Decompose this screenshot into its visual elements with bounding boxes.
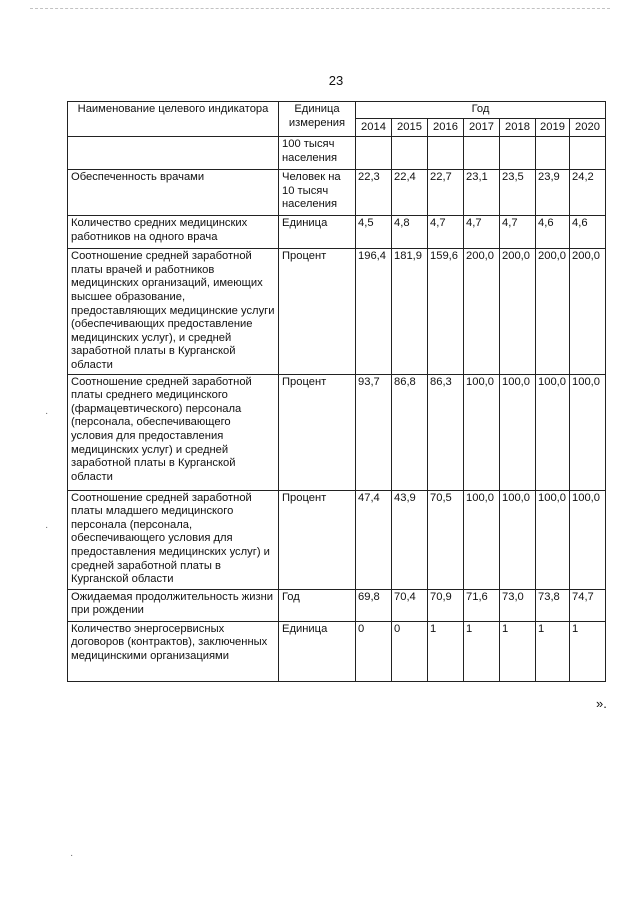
- value-cell: 69,8: [356, 589, 392, 621]
- header-year: 2019: [536, 118, 570, 137]
- indicator-unit: Процент: [279, 490, 356, 589]
- indicator-unit: Процент: [279, 249, 356, 374]
- value-cell: 159,6: [428, 249, 464, 374]
- indicator-name: Количество энергосервисных договоров (контрактов), заключенных медицинскими организациями: [68, 621, 279, 681]
- value-cell: 200,0: [464, 249, 500, 374]
- header-year: 2016: [428, 118, 464, 137]
- value-cell: 23,1: [464, 170, 500, 216]
- indicator-name: Обеспеченность врачами: [68, 170, 279, 216]
- value-cell: 196,4: [356, 249, 392, 374]
- header-year: 2020: [570, 118, 606, 137]
- indicator-name: Количество средних медицинских работников на одного врача: [68, 216, 279, 249]
- value-cell: 24,2: [570, 170, 606, 216]
- value-cell: 4,7: [500, 216, 536, 249]
- indicator-unit: Человек на 10 тысяч населения: [279, 170, 356, 216]
- value-cell: 4,8: [392, 216, 428, 249]
- value-cell: 23,5: [500, 170, 536, 216]
- value-cell: 200,0: [536, 249, 570, 374]
- value-cell: 86,8: [392, 374, 428, 490]
- value-cell: 43,9: [392, 490, 428, 589]
- indicator-unit: Процент: [279, 374, 356, 490]
- value-cell: [536, 137, 570, 170]
- table-row: [68, 249, 606, 374]
- value-cell: 23,9: [536, 170, 570, 216]
- value-cell: [356, 137, 392, 170]
- table-row: [68, 621, 606, 681]
- value-cell: 70,4: [392, 589, 428, 621]
- table-row: [68, 216, 606, 249]
- value-cell: 70,5: [428, 490, 464, 589]
- value-cell: 4,6: [536, 216, 570, 249]
- value-cell: 22,4: [392, 170, 428, 216]
- scan-speck: ·: [70, 850, 74, 861]
- header-unit: Единица измерения: [279, 102, 356, 137]
- value-cell: [464, 137, 500, 170]
- header-indicator-name: Наименование целевого индикатора: [68, 102, 279, 137]
- value-cell: 0: [392, 621, 428, 681]
- scan-speck: ·: [45, 522, 49, 533]
- value-cell: 100,0: [500, 374, 536, 490]
- value-cell: 74,7: [570, 589, 606, 621]
- value-cell: 100,0: [570, 374, 606, 490]
- value-cell: 4,6: [570, 216, 606, 249]
- value-cell: 70,9: [428, 589, 464, 621]
- table-row: [68, 374, 606, 490]
- header-year-group: Год: [356, 102, 606, 119]
- value-cell: 1: [500, 621, 536, 681]
- indicator-unit: Единица: [279, 216, 356, 249]
- indicators-table: [67, 101, 606, 682]
- indicator-unit: 100 тысяч населения: [279, 137, 356, 170]
- value-cell: 100,0: [536, 374, 570, 490]
- indicator-name: Соотношение средней заработной платы среднего медицинского (фармацевтического) персонала (персонала, обеспечивающего условия для предоставления медицинских услуг) и средней заработной платы в Курганской области: [68, 374, 279, 490]
- value-cell: 93,7: [356, 374, 392, 490]
- header-year: 2015: [392, 118, 428, 137]
- value-cell: 73,0: [500, 589, 536, 621]
- table-row: [68, 170, 606, 216]
- indicator-name: Соотношение средней заработной платы младшего медицинского персонала (персонала, обеспечивающего условия для предоставления медицинских услуг) и средней заработной платы в Курганской области: [68, 490, 279, 589]
- table-row: [68, 589, 606, 621]
- indicator-unit: Год: [279, 589, 356, 621]
- value-cell: 73,8: [536, 589, 570, 621]
- value-cell: 1: [428, 621, 464, 681]
- value-cell: 200,0: [570, 249, 606, 374]
- page-number: 23: [328, 73, 344, 88]
- header-year: 2018: [500, 118, 536, 137]
- indicator-name: [68, 137, 279, 170]
- value-cell: 1: [570, 621, 606, 681]
- table-row: [68, 137, 606, 170]
- value-cell: 22,7: [428, 170, 464, 216]
- header-year: 2017: [464, 118, 500, 137]
- value-cell: 100,0: [464, 490, 500, 589]
- value-cell: [570, 137, 606, 170]
- indicator-unit: Единица: [279, 621, 356, 681]
- value-cell: 1: [536, 621, 570, 681]
- value-cell: [428, 137, 464, 170]
- value-cell: 47,4: [356, 490, 392, 589]
- value-cell: 100,0: [570, 490, 606, 589]
- value-cell: 4,5: [356, 216, 392, 249]
- value-cell: 22,3: [356, 170, 392, 216]
- value-cell: 100,0: [500, 490, 536, 589]
- value-cell: 4,7: [428, 216, 464, 249]
- value-cell: 71,6: [464, 589, 500, 621]
- scan-edge-artifact: [30, 8, 610, 9]
- closing-quote-mark: ».: [596, 696, 607, 711]
- value-cell: [392, 137, 428, 170]
- value-cell: 100,0: [536, 490, 570, 589]
- value-cell: 86,3: [428, 374, 464, 490]
- header-year: 2014: [356, 118, 392, 137]
- value-cell: 1: [464, 621, 500, 681]
- indicator-name: Ожидаемая продолжительность жизни при рождении: [68, 589, 279, 621]
- indicator-name: Соотношение средней заработной платы врачей и работников медицинских организаций, имеющих высшее образование, предоставляющих медицинские услуги (обеспечивающих предоставление медицинских услуг), и средней заработной платы в Курганской области: [68, 249, 279, 374]
- value-cell: 0: [356, 621, 392, 681]
- value-cell: 181,9: [392, 249, 428, 374]
- value-cell: 200,0: [500, 249, 536, 374]
- value-cell: 4,7: [464, 216, 500, 249]
- value-cell: 100,0: [464, 374, 500, 490]
- value-cell: [500, 137, 536, 170]
- table-row: [68, 490, 606, 589]
- scan-speck: ·: [45, 408, 49, 419]
